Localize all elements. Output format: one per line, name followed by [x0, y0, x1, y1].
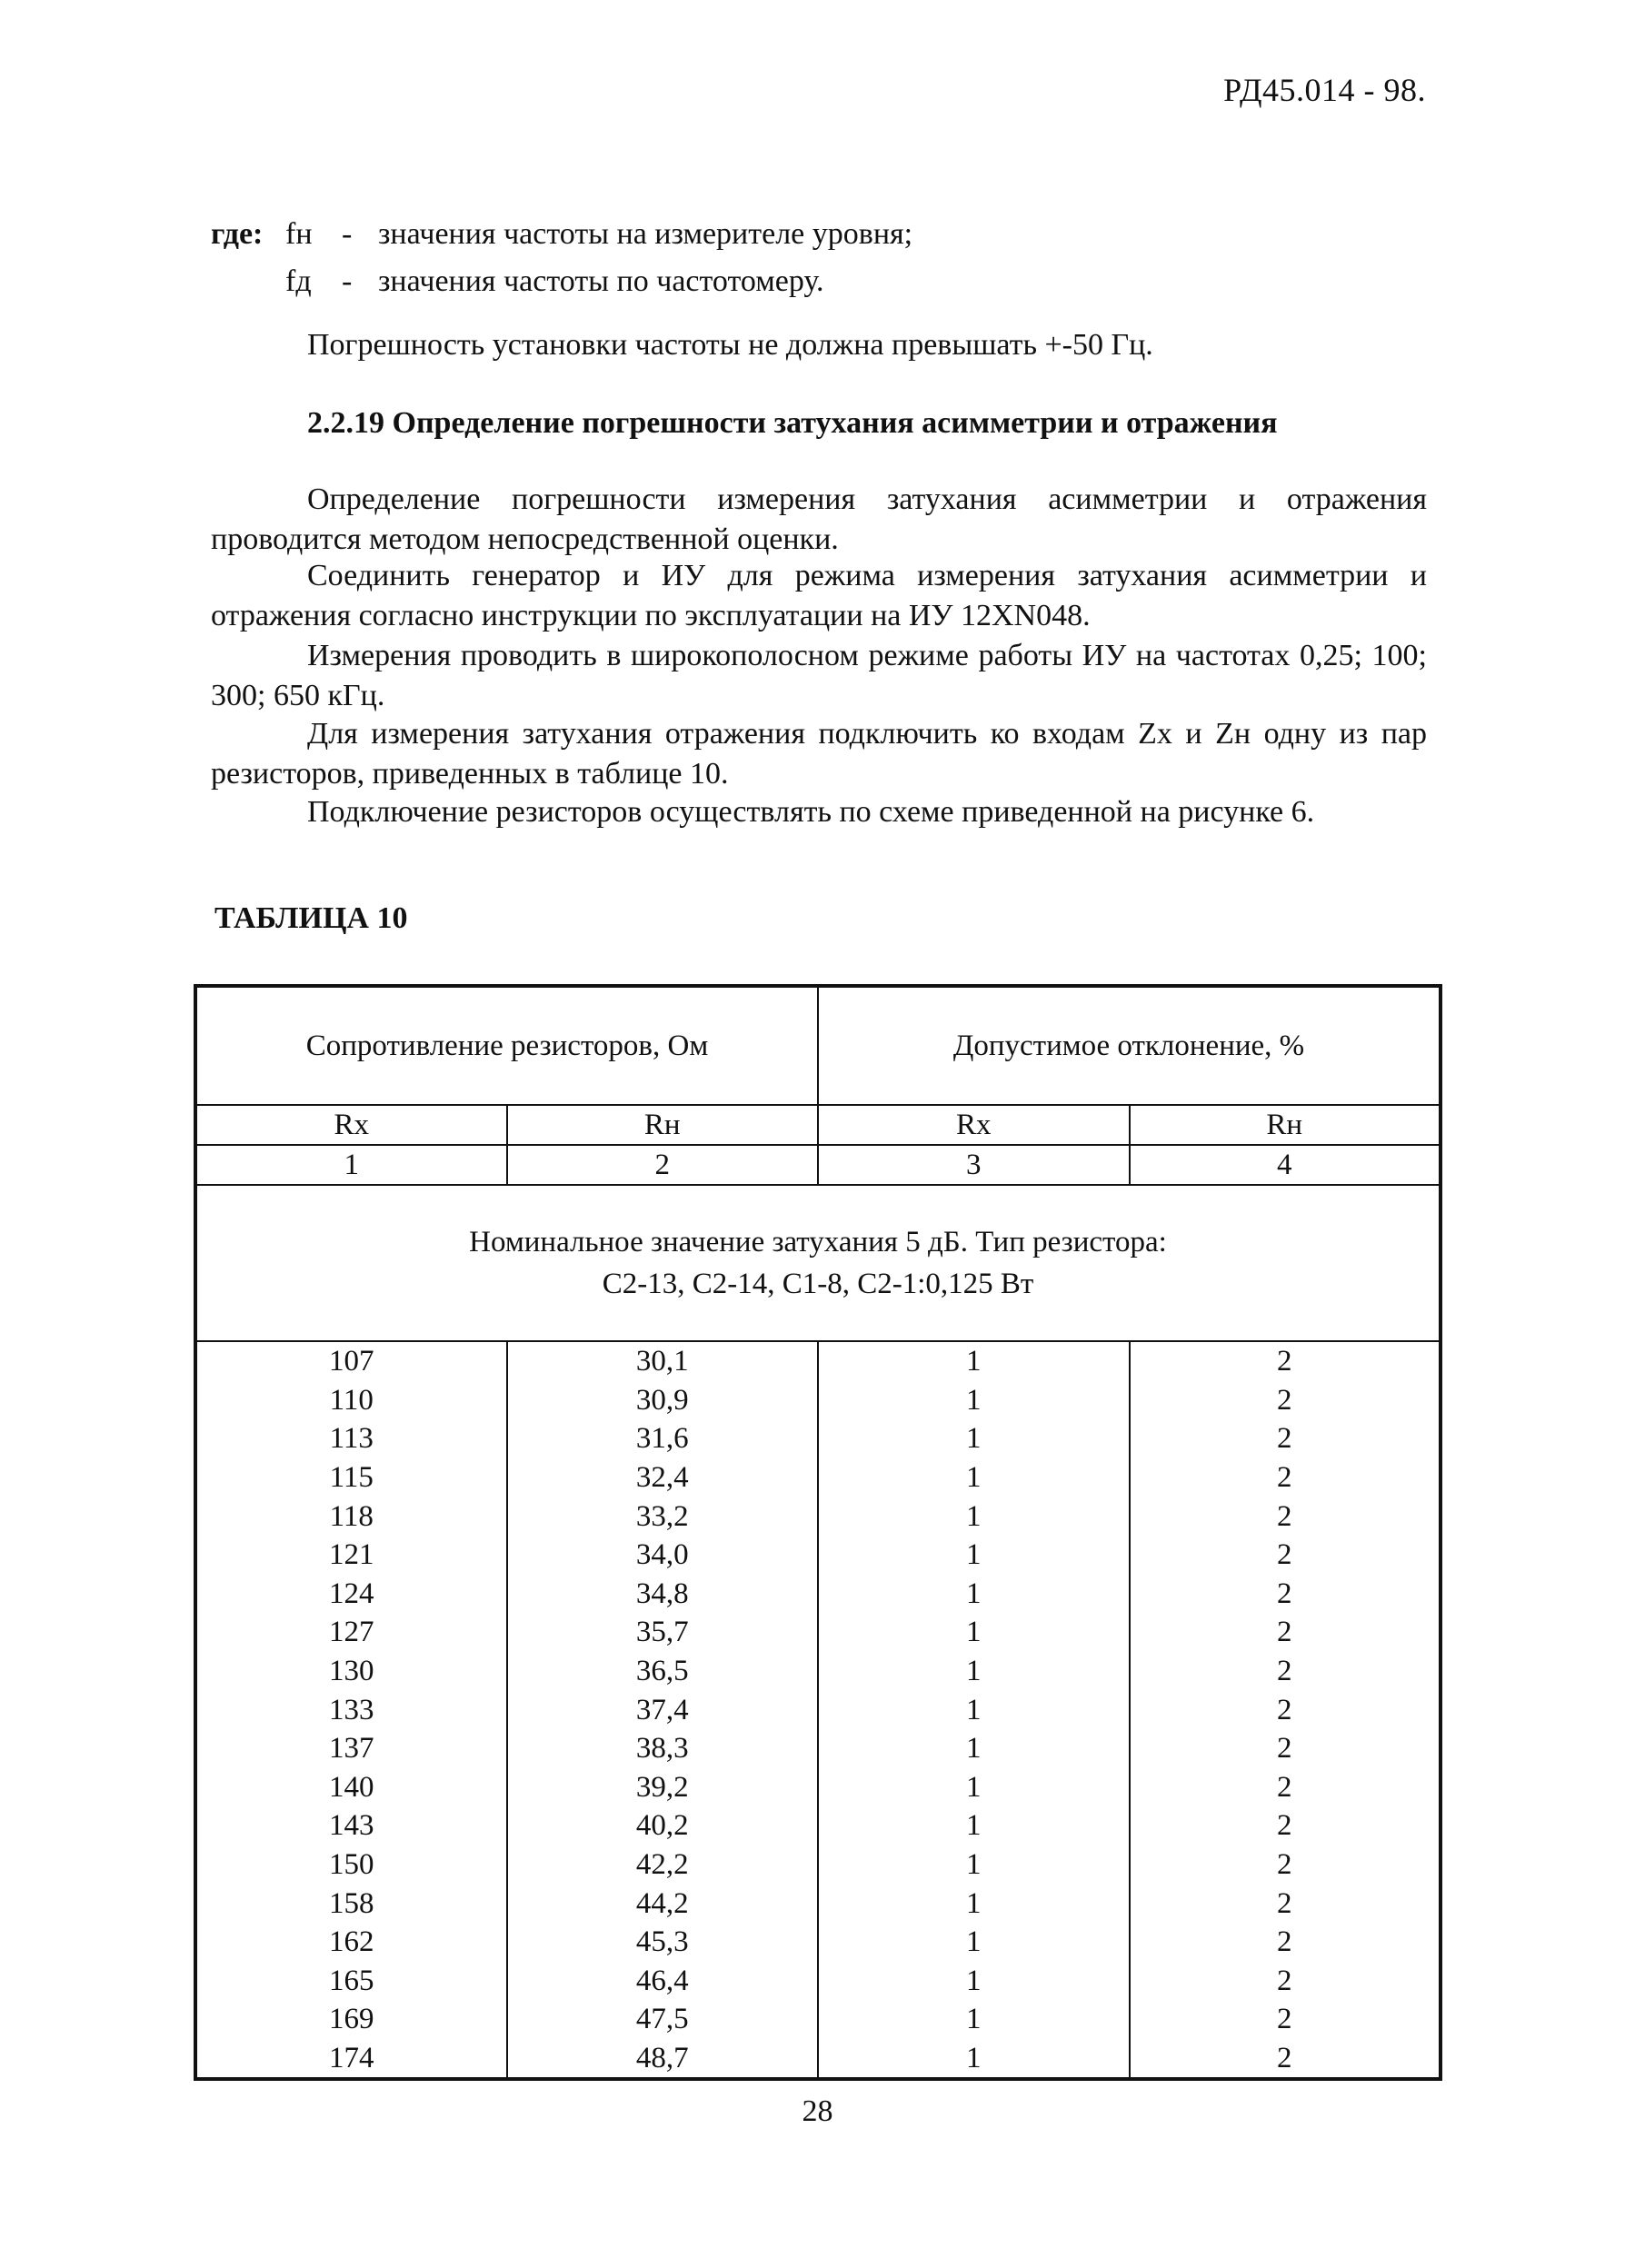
- table-row: [195, 1419, 1441, 1458]
- table-cell: 46,4: [507, 1962, 819, 2001]
- table-cell: 143: [195, 1806, 507, 1845]
- table-cell: 130: [195, 1652, 507, 1691]
- table-cell: 30,1: [507, 1341, 819, 1381]
- table-cell: 1: [818, 1768, 1130, 1807]
- table-cell: 1: [818, 1845, 1130, 1885]
- table-cell: 32,4: [507, 1458, 819, 1497]
- where-legend: [211, 211, 912, 305]
- table-cell: 48,7: [507, 2039, 819, 2080]
- table-row: [195, 1768, 1441, 1807]
- table-cell: 40,2: [507, 1806, 819, 1845]
- table-cell: 2: [1130, 1341, 1441, 1381]
- table-cell: 110: [195, 1381, 507, 1420]
- table-header-row: [195, 986, 1441, 1105]
- table-cell: 31,6: [507, 1419, 819, 1458]
- symbol-fn: fн: [285, 217, 313, 251]
- table-row: [195, 1458, 1441, 1497]
- table-cell: 2: [1130, 2000, 1441, 2039]
- table-row: [195, 2000, 1441, 2039]
- table-cell: 169: [195, 2000, 507, 2039]
- table-cell: 1: [818, 1458, 1130, 1497]
- table-cell: 1: [818, 2000, 1130, 2039]
- table-row: [195, 2039, 1441, 2080]
- symbol-rx-deviation: Rx: [818, 1105, 1130, 1145]
- table-cell: 1: [818, 1884, 1130, 1923]
- symbol-rn-deviation: Rн: [1130, 1105, 1441, 1145]
- table-cell: 2: [1130, 1923, 1441, 1962]
- table-cell: 1: [818, 1341, 1130, 1381]
- table-row: [195, 1575, 1441, 1614]
- document-code: РД45.014 - 98.: [1223, 72, 1426, 108]
- table-cell: 1: [818, 1613, 1130, 1652]
- table-row: [195, 1729, 1441, 1768]
- table-row: [195, 1652, 1441, 1691]
- paragraph-3: Измерения проводить в широкополосном режиме работы ИУ на частотах 0,25; 100; 300; 650 кГц.: [211, 639, 1427, 712]
- symbol-fd-description: значения частоты по частотомеру.: [378, 264, 824, 298]
- table-row: [195, 1962, 1441, 2001]
- paragraph-1: Определение погрешности измерения затухания асимметрии и отражения проводится методом непосредственной оценки.: [211, 482, 1427, 556]
- table-cell: 2: [1130, 1768, 1441, 1807]
- symbol-rn: Rн: [507, 1105, 819, 1145]
- table-cell: 34,8: [507, 1575, 819, 1614]
- accuracy-note: Погрешность установки частоты не должна превышать +-50 Гц.: [307, 328, 1153, 362]
- table-cell: 34,0: [507, 1536, 819, 1575]
- header-deviation: Допустимое отклонение, %: [818, 986, 1441, 1105]
- table-cell: 44,2: [507, 1884, 819, 1923]
- table-cell: 36,5: [507, 1652, 819, 1691]
- table-cell: 1: [818, 1690, 1130, 1729]
- table-cell: 115: [195, 1458, 507, 1497]
- table-cell: 1: [818, 1652, 1130, 1691]
- table-cell: 174: [195, 2039, 507, 2080]
- header-resistance: Сопротивление резисторов, Ом: [195, 986, 818, 1105]
- dash: -: [342, 217, 353, 251]
- table-cell: 137: [195, 1729, 507, 1768]
- table-row: [195, 1497, 1441, 1536]
- column-number: 2: [507, 1145, 819, 1185]
- table-symbols-row: [195, 1105, 1441, 1145]
- table-note-row: [195, 1185, 1441, 1341]
- column-number: 3: [818, 1145, 1130, 1185]
- table-row: [195, 1613, 1441, 1652]
- table-cell: 165: [195, 1962, 507, 2001]
- table-cell: 1: [818, 1419, 1130, 1458]
- table-cell: 39,2: [507, 1768, 819, 1807]
- table-cell: 37,4: [507, 1690, 819, 1729]
- symbol-fd: fд: [285, 264, 312, 298]
- table-cell: 33,2: [507, 1497, 819, 1536]
- table-cell: 2: [1130, 1652, 1441, 1691]
- table-cell: 2: [1130, 1536, 1441, 1575]
- table-cell: 2: [1130, 1806, 1441, 1845]
- table-cell: 1: [818, 1923, 1130, 1962]
- table-cell: 1: [818, 2039, 1130, 2080]
- table-cell: 162: [195, 1923, 507, 1962]
- table-row: [195, 1536, 1441, 1575]
- table-cell: 2: [1130, 1962, 1441, 2001]
- table-cell: 121: [195, 1536, 507, 1575]
- table-cell: 2: [1130, 1419, 1441, 1458]
- table-cell: 113: [195, 1419, 507, 1458]
- table-cell: 1: [818, 1806, 1130, 1845]
- column-number: 1: [195, 1145, 507, 1185]
- table-cell: 150: [195, 1845, 507, 1885]
- table-row: [195, 1806, 1441, 1845]
- table-row: [195, 1341, 1441, 1381]
- table-cell: 2: [1130, 1729, 1441, 1768]
- table-cell: 107: [195, 1341, 507, 1381]
- table-data-body: [195, 1341, 1441, 2079]
- table-note-line-1: Номинальное значение затухания 5 дБ. Тип резистора:: [469, 1226, 1167, 1258]
- table-cell: 2: [1130, 1845, 1441, 1885]
- column-number: 4: [1130, 1145, 1441, 1185]
- table-cell: 158: [195, 1884, 507, 1923]
- table-cell: 38,3: [507, 1729, 819, 1768]
- table-cell: 1: [818, 1381, 1130, 1420]
- symbol-rx: Rx: [195, 1105, 507, 1145]
- table-cell: 118: [195, 1497, 507, 1536]
- table-cell: 2: [1130, 1690, 1441, 1729]
- table-cell: 140: [195, 1768, 507, 1807]
- table-row: [195, 1381, 1441, 1420]
- section-heading: 2.2.19 Определение погрешности затухания асимметрии и отражения: [307, 406, 1278, 440]
- resistor-table: [194, 984, 1442, 2081]
- table-cell: 1: [818, 1729, 1130, 1768]
- table-cell: 2: [1130, 1497, 1441, 1536]
- table-note-line-2: С2-13, С2-14, С1-8, С2-1:0,125 Вт: [602, 1268, 1034, 1300]
- where-lead: где:: [211, 217, 264, 251]
- dash: -: [342, 264, 353, 298]
- table-row: [195, 1845, 1441, 1885]
- table-row: [195, 1923, 1441, 1962]
- paragraph-5: Подключение резисторов осуществлять по схеме приведенной на рисунке 6.: [307, 795, 1315, 829]
- symbol-fn-description: значения частоты на измерителе уровня;: [378, 217, 913, 251]
- paragraph-2: Соединить генератор и ИУ для режима измерения затухания асимметрии и отражения согласно инструкции по эксплуатации на ИУ 12XN048.: [211, 559, 1427, 632]
- table-row: [195, 1690, 1441, 1729]
- page-number: 28: [802, 2094, 833, 2128]
- table-cell: 124: [195, 1575, 507, 1614]
- table-cell: 1: [818, 1575, 1130, 1614]
- table-cell: 2: [1130, 1458, 1441, 1497]
- paragraph-4: Для измерения затухания отражения подключить ко входам Zx и Zн одну из пар резисторов, приведенных в таблице 10.: [211, 717, 1427, 791]
- table-cell: 1: [818, 1497, 1130, 1536]
- table-cell: 2: [1130, 1884, 1441, 1923]
- table-cell: 45,3: [507, 1923, 819, 1962]
- table-row: [195, 1884, 1441, 1923]
- table-caption: ТАБЛИЦА 10: [214, 901, 408, 935]
- table-cell: 35,7: [507, 1613, 819, 1652]
- table-cell: 2: [1130, 1575, 1441, 1614]
- table-cell: 127: [195, 1613, 507, 1652]
- table-cell: 47,5: [507, 2000, 819, 2039]
- table-cell: 30,9: [507, 1381, 819, 1420]
- table-cell: 2: [1130, 1613, 1441, 1652]
- table-cell: 2: [1130, 1381, 1441, 1420]
- table-cell: 1: [818, 1536, 1130, 1575]
- table-cell: 1: [818, 1962, 1130, 2001]
- table-cell: 2: [1130, 2039, 1441, 2080]
- where-row-fd: [211, 258, 912, 305]
- table-column-numbers-row: [195, 1145, 1441, 1185]
- table-cell: 42,2: [507, 1845, 819, 1885]
- table-note: [195, 1185, 1441, 1341]
- where-row-fn: [211, 211, 912, 258]
- table-cell: 133: [195, 1690, 507, 1729]
